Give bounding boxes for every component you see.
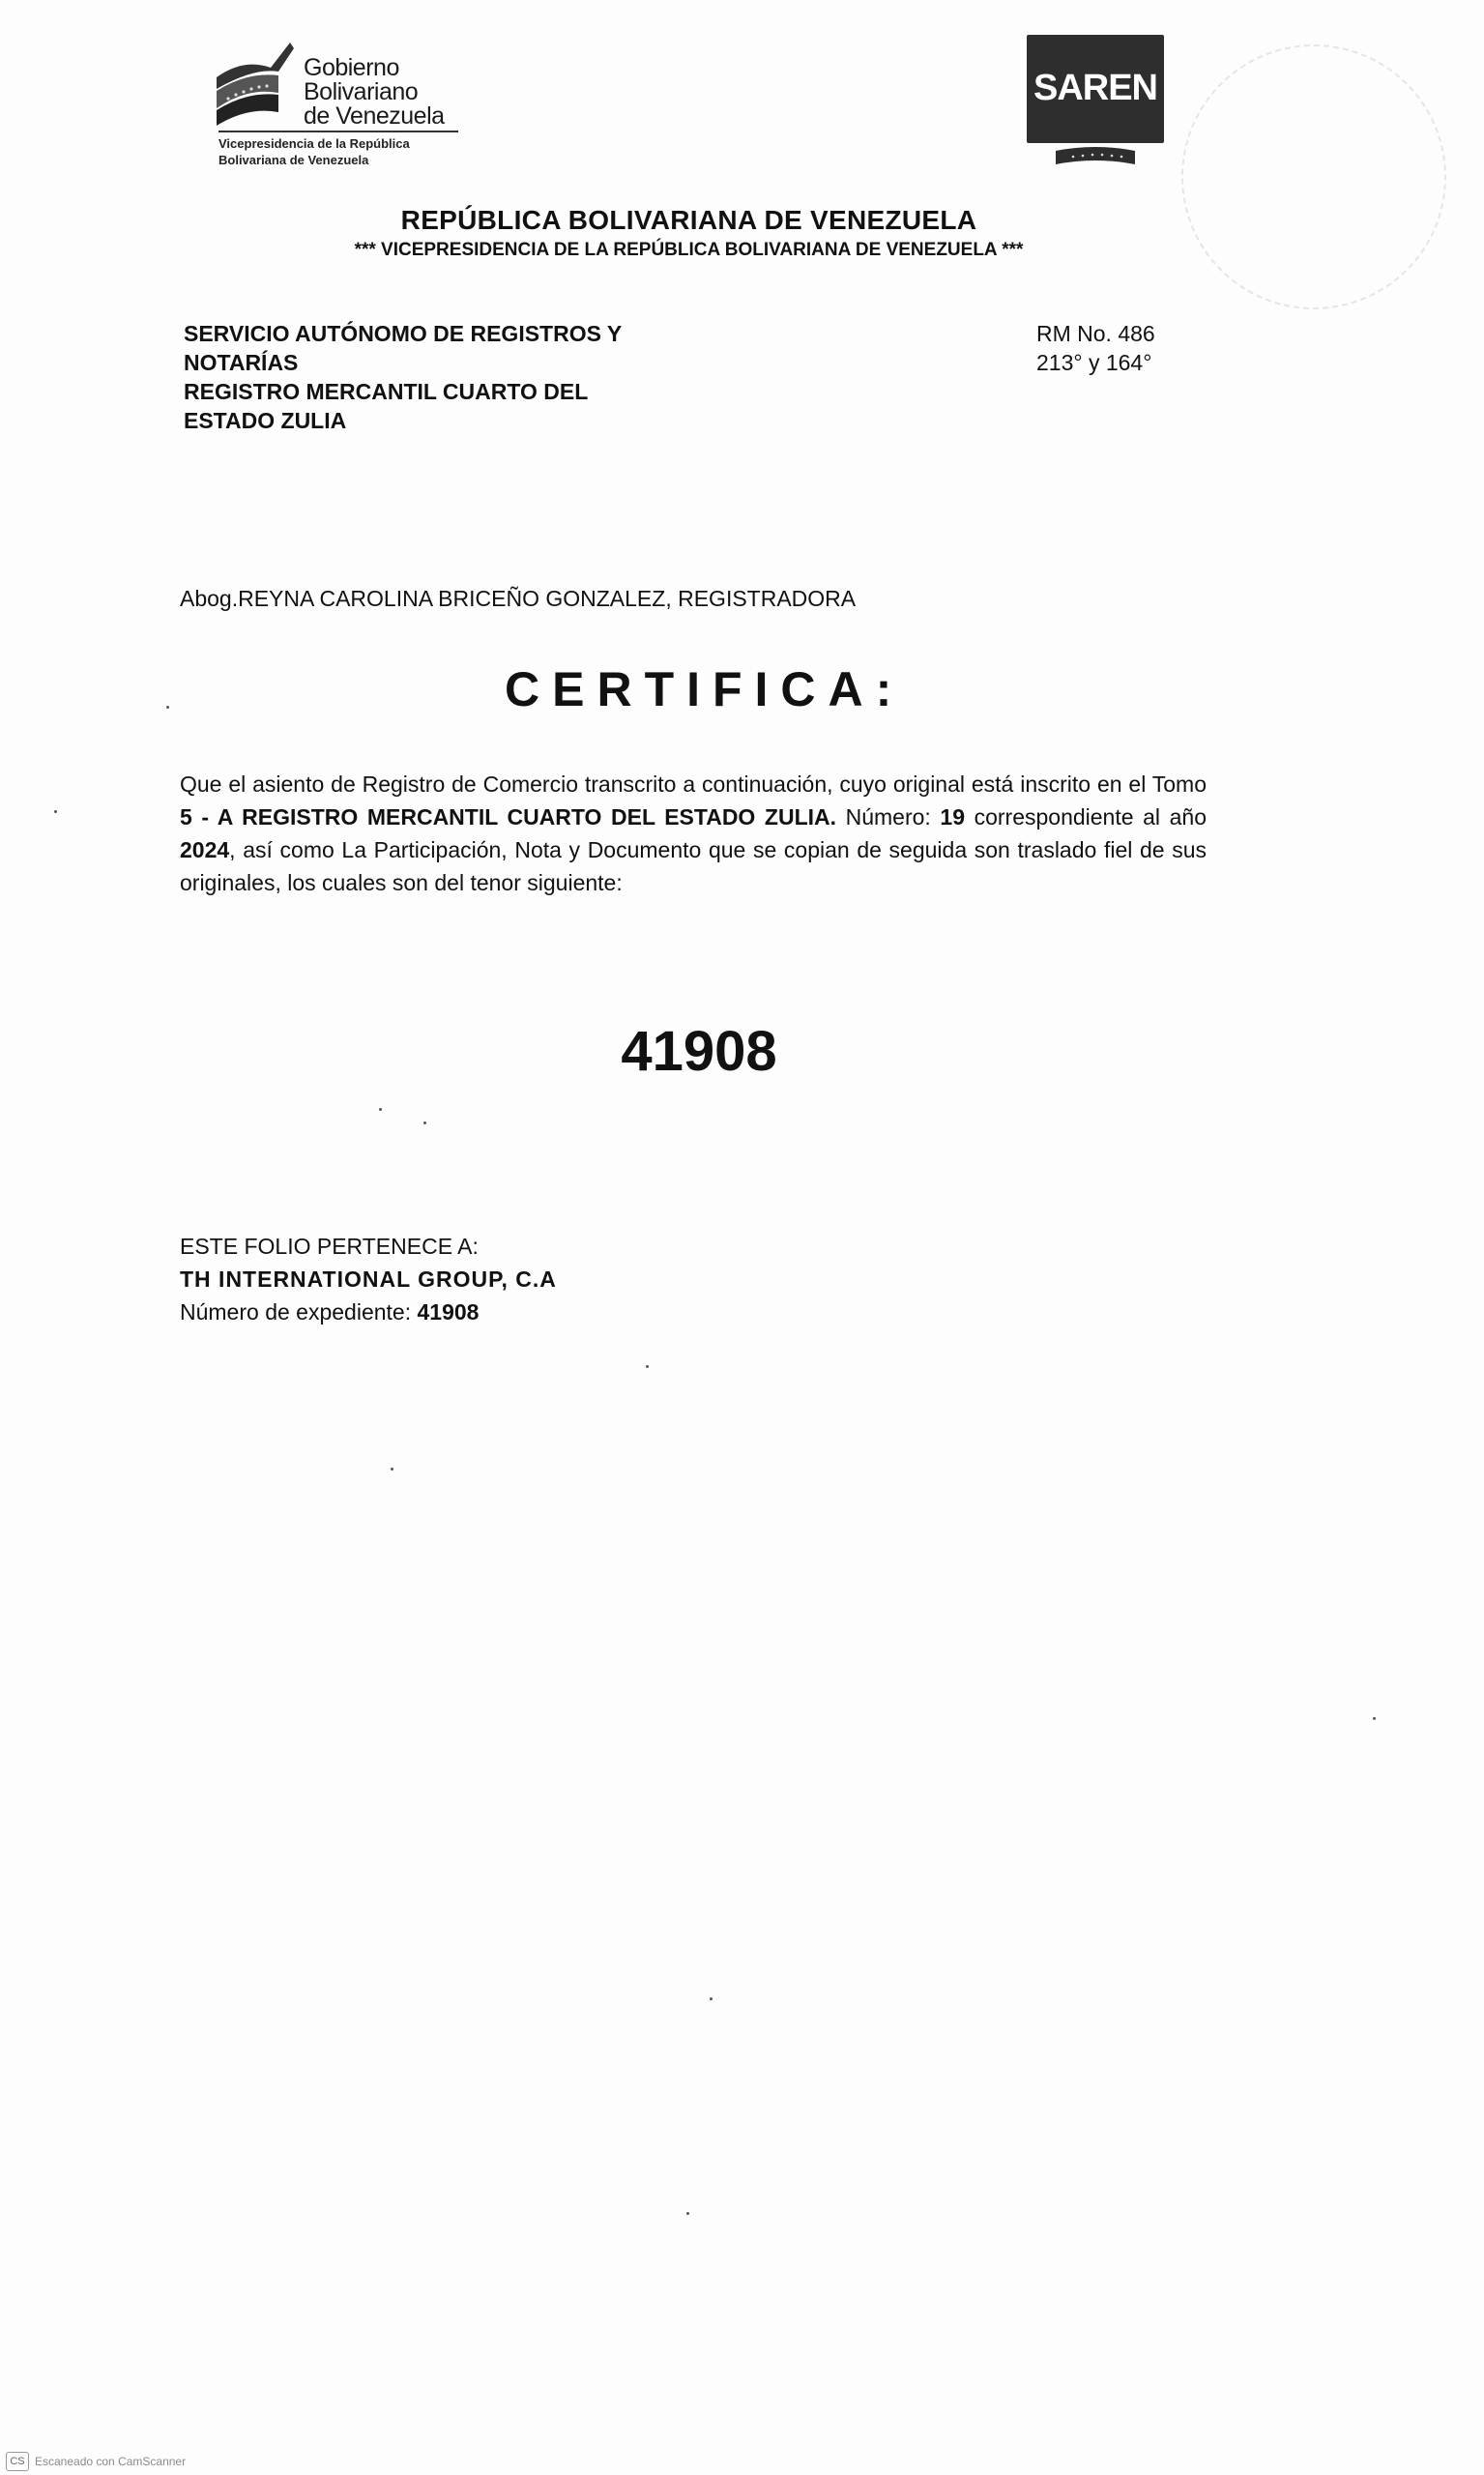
saren-logo-base <box>1027 143 1164 170</box>
para-tomo: 5 - A REGISTRO MERCANTIL CUARTO DEL ESTADO ZULIA. <box>180 804 837 830</box>
gov-logo-line-1: Gobierno <box>304 54 399 81</box>
scan-speck <box>423 1121 426 1124</box>
gov-logo-line-3: de Venezuela <box>304 102 445 130</box>
folio-block <box>180 1230 557 1328</box>
expediente-number: 41908 <box>417 1299 480 1325</box>
para-part-4: , así como La Participación, Nota y Documento que se copian de seguida son traslado fiel de sus originales, los cuales son del tenor siguiente: <box>180 837 1207 895</box>
faded-seal-stamp <box>1181 44 1446 309</box>
saren-logo <box>1027 35 1164 170</box>
gov-sub-line-2: Bolivariana de Venezuela <box>218 153 369 167</box>
gov-logo-subtitle <box>218 135 410 168</box>
folio-label: ESTE FOLIO PERTENECE A: <box>180 1234 479 1259</box>
expediente-label: Número de expediente: <box>180 1299 418 1325</box>
rm-number: RM No. 486 <box>1036 321 1155 346</box>
registrar-name: Abog.REYNA CAROLINA BRICEÑO GONZALEZ, REGISTRADORA <box>180 586 857 611</box>
gov-sub-line-1: Vicepresidencia de la República <box>218 136 410 151</box>
scan-speck <box>710 1997 713 2000</box>
office-line-3: REGISTRO MERCANTIL CUARTO DEL <box>184 379 589 404</box>
office-line-1: SERVICIO AUTÓNOMO DE REGISTROS Y <box>184 321 623 346</box>
scan-speck <box>166 706 169 709</box>
para-part-3: correspondiente al año <box>965 804 1207 830</box>
years-text: 213° y 164° <box>1036 350 1152 375</box>
gov-logo-rule <box>218 131 458 132</box>
certification-paragraph <box>180 768 1207 899</box>
venezuela-flag-icon <box>215 39 298 126</box>
gov-logo-text <box>304 56 445 129</box>
scan-speck <box>54 810 57 813</box>
office-line-2: NOTARÍAS <box>184 350 299 375</box>
expediente-line <box>180 1296 557 1328</box>
para-part-1: Que el asiento de Registro de Comercio transcrito a continuación, cuyo original está inscrito en el Tomo <box>180 772 1207 797</box>
office-block <box>184 319 686 435</box>
reference-block <box>1036 319 1155 377</box>
page-subtitle: *** VICEPRESIDENCIA DE LA REPÚBLICA BOLIVARIANA DE VENEZUELA *** <box>354 240 1024 260</box>
page-title: REPÚBLICA BOLIVARIANA DE VENEZUELA <box>400 205 977 235</box>
para-numero: 19 <box>940 804 965 830</box>
para-part-2: Número: <box>836 804 941 830</box>
gov-logo-line-2: Bolivariano <box>304 78 419 105</box>
scan-speck <box>686 2212 689 2215</box>
saren-logo-text: SAREN <box>1033 68 1158 108</box>
scan-speck <box>646 1365 649 1368</box>
scan-speck <box>391 1468 393 1470</box>
scanner-footer-text: Escaneado con CamScanner <box>35 2455 187 2468</box>
para-anio: 2024 <box>180 837 230 862</box>
office-line-4: ESTADO ZULIA <box>184 408 347 433</box>
certifica-heading: CERTIFICA: <box>505 662 905 716</box>
company-name: TH INTERNATIONAL GROUP, C.A <box>180 1267 557 1292</box>
gobierno-bolivariano-logo <box>215 35 485 180</box>
scan-speck <box>1373 1717 1376 1720</box>
registry-number: 41908 <box>621 1020 777 1083</box>
scanner-footer <box>6 2452 186 2471</box>
scan-speck <box>379 1108 382 1111</box>
camscanner-icon: CS <box>6 2452 29 2471</box>
